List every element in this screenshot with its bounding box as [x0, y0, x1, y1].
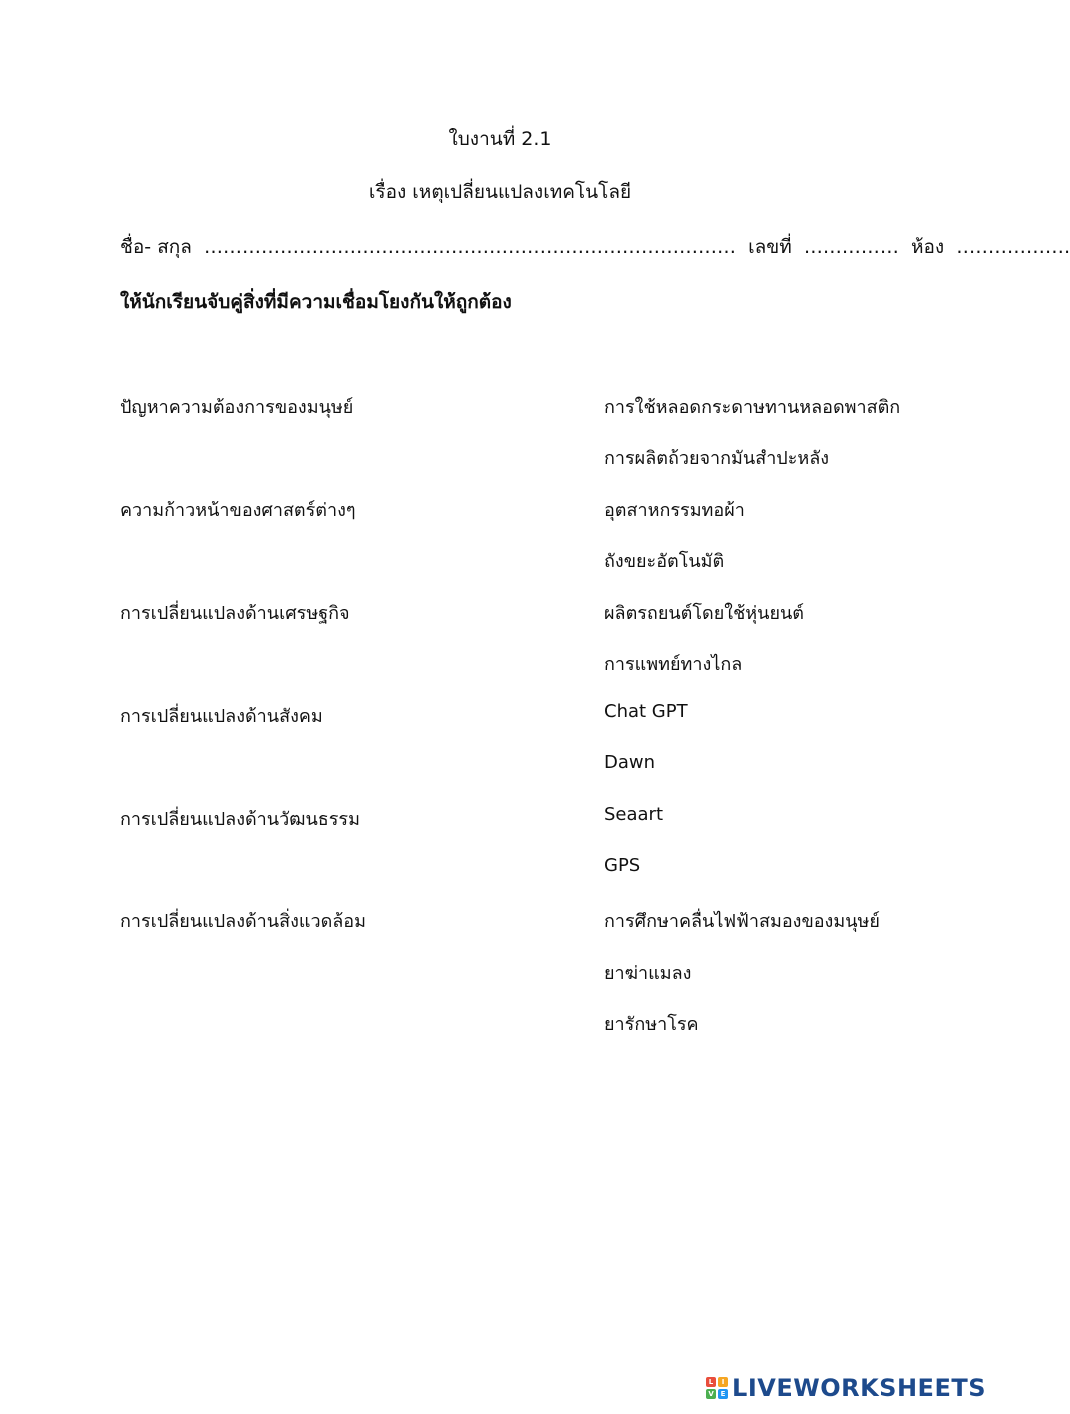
right-item-3[interactable]: อุตสาหกรรมทอผ้า: [604, 500, 745, 521]
right-item-10[interactable]: GPS: [604, 855, 641, 876]
student-info-line: [120, 232, 1070, 262]
right-item-4[interactable]: ถังขยะอัตโนมัติ: [604, 551, 725, 572]
right-item-7[interactable]: Chat GPT: [604, 701, 688, 722]
number-label: เลขที่: [748, 236, 792, 258]
instruction-text: ให้นักเรียนจับคู่สิ่งที่มีความเชื่อมโยงกันให้ถูกต้อง: [120, 291, 512, 313]
logo-square-e: E: [718, 1389, 728, 1399]
room-label: ห้อง: [910, 236, 945, 258]
right-item-2[interactable]: การผลิตถ้วยจากมันสำปะหลัง: [604, 448, 830, 469]
number-blank: ……………: [803, 236, 899, 258]
left-item-2[interactable]: ความก้าวหน้าของศาสตร์ต่างๆ: [120, 500, 356, 521]
right-item-12[interactable]: ยาฆ่าแมลง: [604, 963, 692, 984]
right-item-9[interactable]: Seaart: [604, 804, 664, 825]
left-item-3[interactable]: การเปลี่ยนแปลงด้านเศรษฐกิจ: [120, 603, 350, 624]
logo-mark-icon: [706, 1377, 728, 1399]
logo-text: LIVEWORKSHEETS: [732, 1374, 986, 1402]
liveworksheets-logo: [706, 1374, 986, 1402]
right-item-8[interactable]: Dawn: [604, 752, 656, 773]
left-item-4[interactable]: การเปลี่ยนแปลงด้านสังคม: [120, 706, 323, 727]
left-item-5[interactable]: การเปลี่ยนแปลงด้านวัฒนธรรม: [120, 809, 360, 830]
left-item-6[interactable]: การเปลี่ยนแปลงด้านสิ่งแวดล้อม: [120, 911, 366, 932]
right-item-1[interactable]: การใช้หลอดกระดาษทานหลอดพาสติก: [604, 397, 901, 418]
worksheet-subtitle: เรื่อง เหตุเปลี่ยนแปลงเทคโนโลยี: [368, 181, 632, 203]
right-item-6[interactable]: การแพทย์ทางไกล: [604, 654, 743, 675]
logo-square-i: I: [718, 1377, 728, 1387]
right-item-11[interactable]: การศึกษาคลื่นไฟฟ้าสมองของมนุษย์: [604, 911, 880, 932]
worksheet-title: ใบงานที่ 2.1: [448, 128, 552, 150]
left-item-1[interactable]: ปัญหาความต้องการของมนุษย์: [120, 397, 354, 418]
name-label: ชื่อ- สกุล: [120, 236, 192, 258]
room-blank: ………………: [956, 236, 1070, 258]
logo-square-l: L: [706, 1377, 716, 1387]
right-item-13[interactable]: ยารักษาโรค: [604, 1014, 699, 1035]
logo-square-v: V: [706, 1389, 716, 1399]
name-blank: …………………………………………………………………………: [204, 236, 737, 258]
right-item-5[interactable]: ผลิตรถยนต์โดยใช้หุ่นยนต์: [604, 603, 804, 624]
